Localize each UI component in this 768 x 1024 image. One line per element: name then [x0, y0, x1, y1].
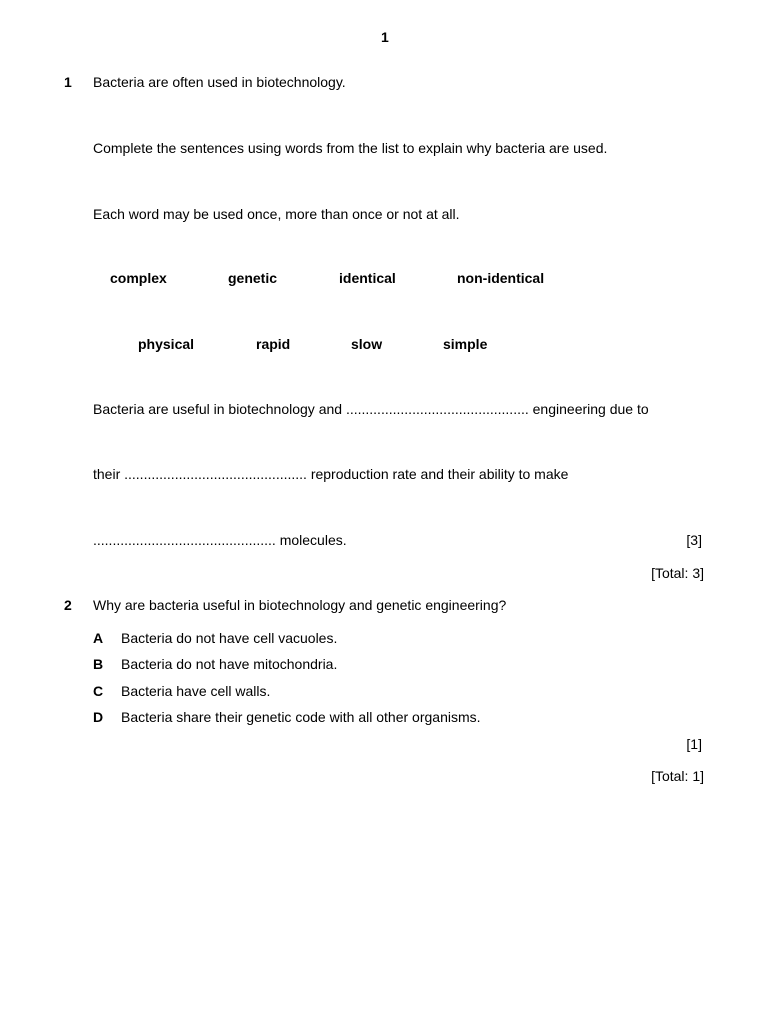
option-letter: B — [93, 656, 104, 672]
question-1-total: [Total: 3] — [651, 565, 704, 581]
option-text: Bacteria share their genetic code with all other organisms. — [121, 709, 481, 725]
question-1-marks: [3] — [686, 532, 702, 548]
question-1-number: 1 — [64, 74, 72, 90]
question-2-number: 2 — [64, 597, 72, 613]
word-list-item: identical — [339, 270, 396, 286]
option-text: Bacteria do not have cell vacuoles. — [121, 630, 338, 646]
word-list-item: complex — [110, 270, 167, 286]
question-2-marks: [1] — [686, 736, 702, 752]
word-list-item: non-identical — [457, 270, 545, 286]
answer-line-2[interactable]: their ............................................... reproduction rate and their ability to make — [93, 466, 569, 482]
question-2-text: Why are bacteria useful in biotechnology and genetic engineering? — [93, 597, 507, 613]
option-text: Bacteria do not have mitochondria. — [121, 656, 338, 672]
word-list-item: slow — [351, 336, 383, 352]
page-number: 1 — [381, 29, 389, 45]
word-list-item: simple — [443, 336, 488, 352]
word-list-item: genetic — [228, 270, 278, 286]
question-2-total: [Total: 1] — [651, 768, 704, 784]
word-list-item: rapid — [256, 336, 291, 352]
answer-line-3[interactable]: ............................................... molecules. — [93, 532, 347, 548]
answer-line-1[interactable]: Bacteria are useful in biotechnology and ............................................... engineering due to — [93, 401, 649, 417]
question-1-intro: Bacteria are often used in biotechnology. — [93, 74, 346, 90]
option-letter: D — [93, 709, 104, 725]
question-1-note: Each word may be used once, more than once or not at all. — [93, 206, 460, 222]
option-letter: A — [93, 630, 104, 646]
word-list-item: physical — [138, 336, 195, 352]
option-text: Bacteria have cell walls. — [121, 683, 271, 699]
question-1-instruction: Complete the sentences using words from the list to explain why bacteria are used. — [93, 140, 608, 156]
option-letter: C — [93, 683, 104, 699]
